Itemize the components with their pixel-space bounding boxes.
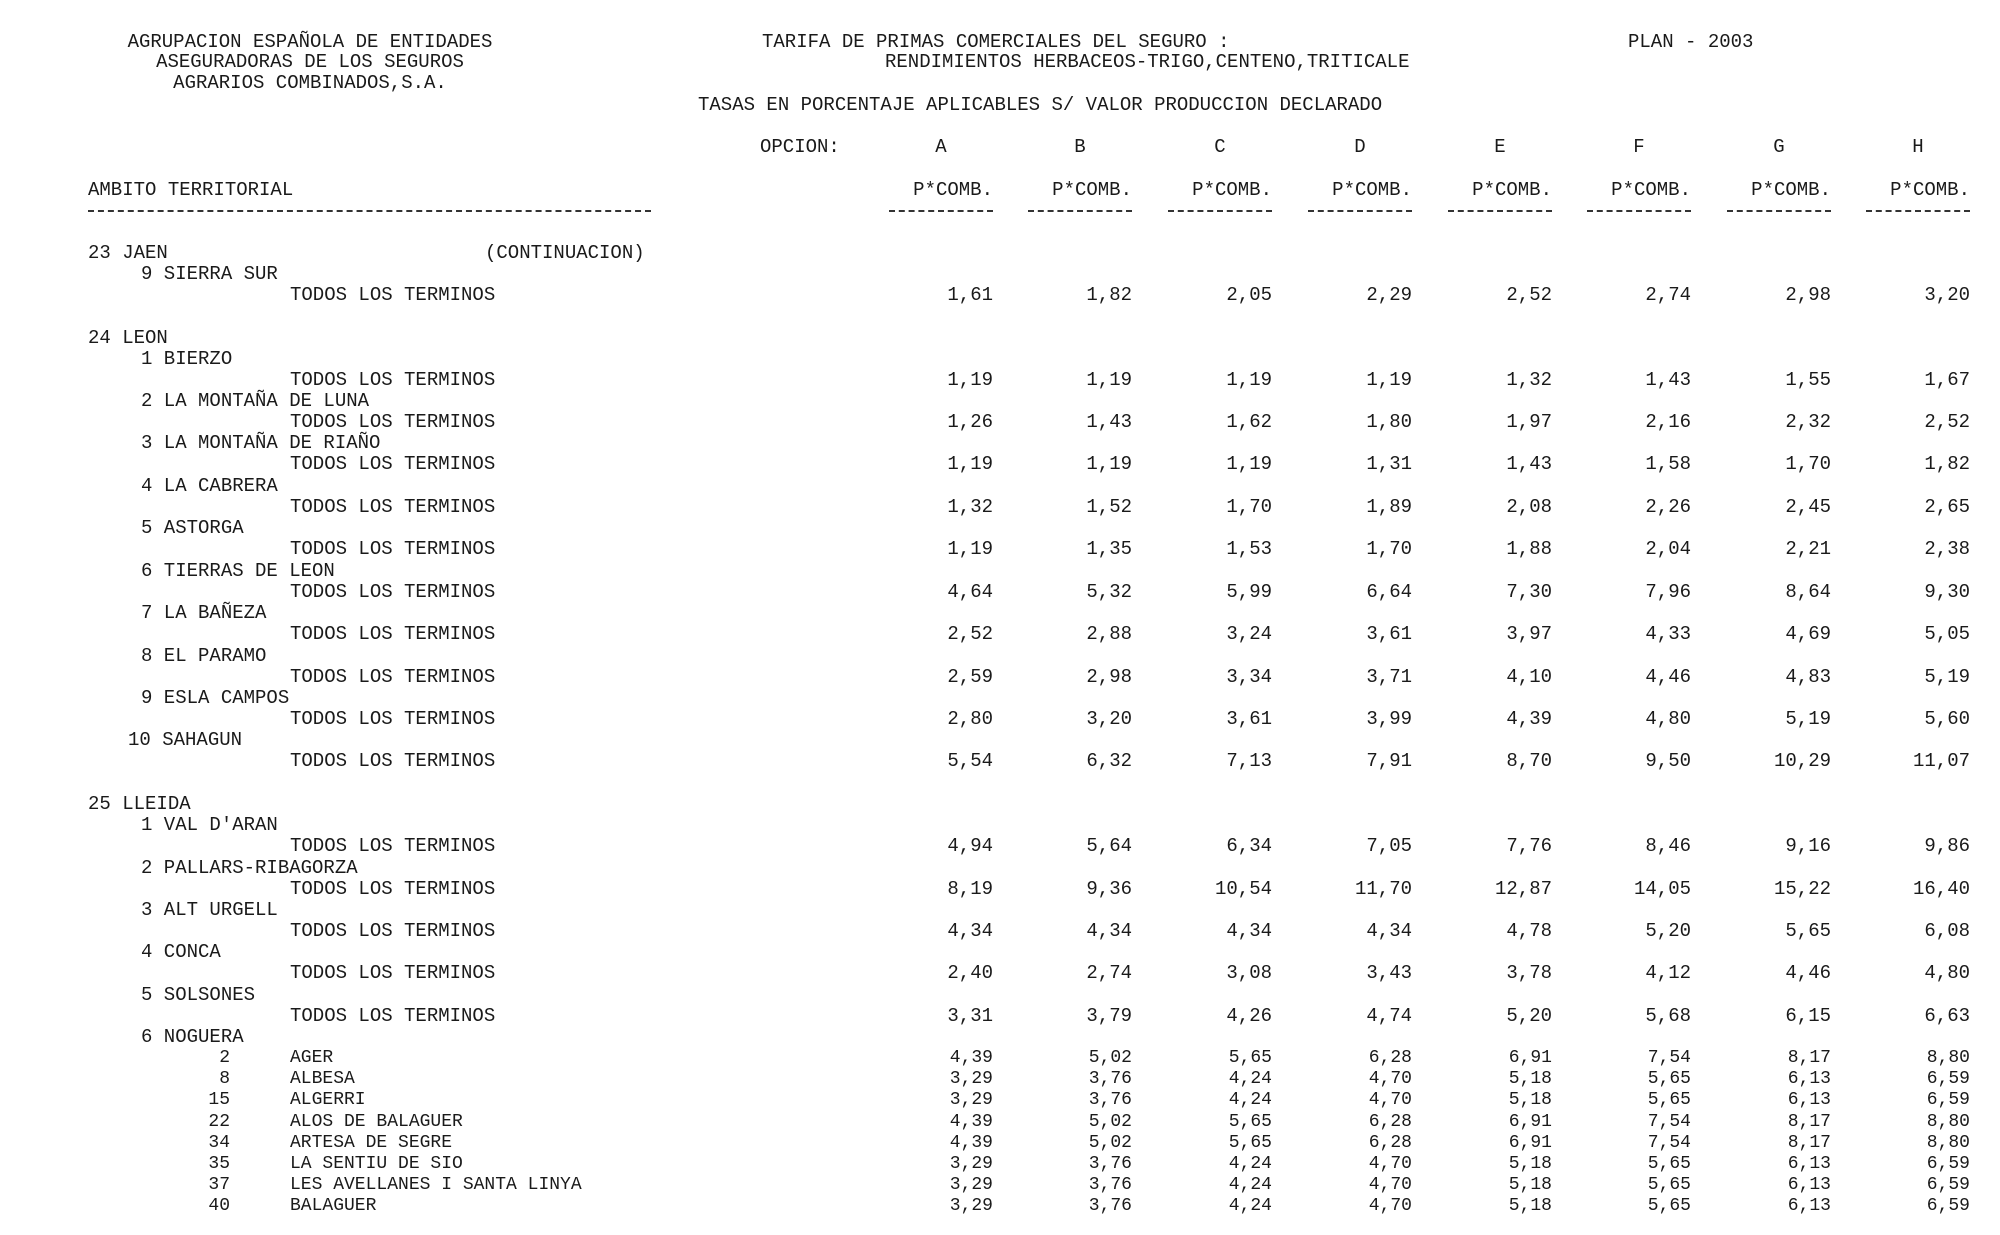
org-name-line2: ASEGURADORAS DE LOS SEGUROS: [156, 51, 464, 73]
rate-value: 4,70: [1368, 1090, 1412, 1111]
rate-value: 6,13: [1787, 1154, 1831, 1174]
comarca-heading: 9 SIERRA SUR: [141, 263, 278, 285]
rate-value: 5,65: [1228, 1048, 1272, 1068]
municipality-code: 15: [208, 1090, 230, 1111]
rate-value: 2,29: [1366, 284, 1412, 306]
opcion-label: OPCION:: [760, 136, 840, 158]
rate-value: 2,04: [1645, 538, 1691, 560]
rate-value: 4,80: [1924, 962, 1970, 984]
rate-value: 5,65: [1647, 1154, 1691, 1174]
rate-value: 5,32: [1086, 581, 1132, 603]
rate-value: 8,46: [1645, 835, 1691, 857]
rate-value: 5,65: [1647, 1196, 1691, 1217]
comarca-heading: 2 PALLARS-RIBAGORZA: [141, 857, 358, 879]
rate-value: 2,26: [1645, 496, 1691, 518]
rate-value: 4,24: [1228, 1069, 1272, 1090]
rate-value: 6,91: [1508, 1111, 1552, 1132]
pcomb-header: P*COMB.: [1472, 179, 1552, 201]
rate-value: 3,31: [947, 1005, 993, 1027]
rate-value: 5,02: [1088, 1048, 1132, 1068]
pcomb-header: P*COMB.: [1052, 179, 1132, 201]
rate-value: 1,82: [1086, 284, 1132, 306]
rate-value: 2,65: [1924, 496, 1970, 518]
comarca-heading: 1 BIERZO: [141, 348, 233, 370]
rate-value: 1,70: [1785, 453, 1831, 475]
rate-value: 4,70: [1368, 1069, 1412, 1090]
rate-value: 3,29: [949, 1196, 993, 1217]
rate-value: 4,80: [1645, 708, 1691, 730]
municipality-code: 35: [208, 1154, 230, 1174]
rate-value: 2,74: [1645, 284, 1691, 306]
column-underline: [1028, 210, 1132, 212]
rate-value: 9,86: [1924, 835, 1970, 857]
rate-value: 4,70: [1368, 1154, 1412, 1174]
rate-value: 6,34: [1226, 835, 1272, 857]
rate-value: 6,59: [1926, 1175, 1970, 1196]
rate-value: 6,13: [1787, 1090, 1831, 1111]
option-letter: A: [935, 136, 947, 158]
pcomb-header: P*COMB.: [1751, 179, 1831, 201]
comarca-heading: 7 LA BAÑEZA: [141, 602, 267, 624]
rate-value: 1,31: [1366, 453, 1412, 475]
rate-value: 4,24: [1228, 1175, 1272, 1196]
rate-value: 3,78: [1506, 962, 1552, 984]
rate-value: 1,19: [1366, 369, 1412, 391]
ambito-underline: [88, 210, 651, 212]
rate-value: 3,29: [949, 1154, 993, 1174]
rate-value: 6,13: [1787, 1196, 1831, 1217]
rate-value: 3,08: [1226, 962, 1272, 984]
rate-value: 1,53: [1226, 538, 1272, 560]
rate-value: 2,16: [1645, 411, 1691, 433]
rate-value: 10,54: [1214, 878, 1272, 900]
rate-value: 1,80: [1366, 411, 1412, 433]
rate-value: 1,35: [1086, 538, 1132, 560]
rate-value: 4,39: [949, 1111, 993, 1132]
rate-value: 4,39: [1506, 708, 1552, 730]
rate-value: 7,91: [1366, 750, 1412, 772]
rate-value: 1,32: [1506, 369, 1552, 391]
rate-value: 1,58: [1645, 453, 1691, 475]
rate-value: 4,39: [949, 1132, 993, 1153]
option-letter: C: [1214, 136, 1226, 158]
rate-value: 5,19: [1924, 666, 1970, 688]
rate-value: 4,34: [1086, 920, 1132, 942]
comarca-heading: 1 VAL D'ARAN: [141, 814, 278, 836]
rate-value: 3,76: [1088, 1154, 1132, 1174]
rate-value: 1,43: [1506, 453, 1552, 475]
rate-value: 8,70: [1506, 750, 1552, 772]
rate-value: 4,83: [1785, 666, 1831, 688]
rate-value: 5,18: [1508, 1069, 1552, 1090]
document-title: TARIFA DE PRIMAS COMERCIALES DEL SEGURO :: [762, 31, 1230, 53]
rate-value: 5,20: [1645, 920, 1691, 942]
rate-value: 4,24: [1228, 1196, 1272, 1217]
rate-value: 2,59: [947, 666, 993, 688]
page-subtitle: TASAS EN PORCENTAJE APLICABLES S/ VALOR PRODUCCION DECLARADO: [698, 94, 1383, 116]
comarca-heading: 5 ASTORGA: [141, 517, 244, 539]
rate-value: 4,94: [947, 835, 993, 857]
comarca-heading: 5 SOLSONES: [141, 984, 256, 1006]
rate-value: 5,18: [1508, 1090, 1552, 1111]
rate-value: 1,88: [1506, 538, 1552, 560]
all-terms-label: TODOS LOS TERMINOS: [290, 538, 496, 560]
rate-value: 1,89: [1366, 496, 1412, 518]
rate-value: 5,65: [1647, 1090, 1691, 1111]
rate-value: 3,76: [1088, 1090, 1132, 1111]
rate-value: 5,18: [1508, 1154, 1552, 1174]
rate-value: 9,30: [1924, 581, 1970, 603]
rate-value: 5,18: [1508, 1175, 1552, 1196]
rate-value: 1,55: [1785, 369, 1831, 391]
rate-value: 1,52: [1086, 496, 1132, 518]
rate-value: 4,69: [1785, 623, 1831, 645]
rate-value: 2,88: [1086, 623, 1132, 645]
all-terms-label: TODOS LOS TERMINOS: [290, 962, 496, 984]
column-underline: [1727, 210, 1831, 212]
comarca-heading: 6 TIERRAS DE LEON: [141, 560, 335, 582]
rate-value: 6,13: [1787, 1069, 1831, 1090]
rate-value: 3,71: [1366, 666, 1412, 688]
rate-value: 1,82: [1924, 453, 1970, 475]
rate-value: 3,99: [1366, 708, 1412, 730]
rate-value: 6,59: [1926, 1196, 1970, 1217]
rate-value: 6,91: [1508, 1132, 1552, 1153]
rate-value: 5,65: [1785, 920, 1831, 942]
rate-value: 6,59: [1926, 1090, 1970, 1111]
rate-value: 1,62: [1226, 411, 1272, 433]
comarca-heading: 4 LA CABRERA: [141, 475, 278, 497]
all-terms-label: TODOS LOS TERMINOS: [290, 496, 496, 518]
rate-value: 10,29: [1773, 750, 1831, 772]
municipality-name: ALBESA: [290, 1069, 355, 1090]
rate-value: 3,29: [949, 1175, 993, 1196]
rate-value: 6,28: [1368, 1048, 1412, 1068]
rate-value: 1,32: [947, 496, 993, 518]
pcomb-header: P*COMB.: [1192, 179, 1272, 201]
rate-value: 2,05: [1226, 284, 1272, 306]
municipality-name: BALAGUER: [290, 1196, 377, 1217]
rate-value: 1,97: [1506, 411, 1552, 433]
ambito-header: AMBITO TERRITORIAL: [88, 179, 294, 201]
rate-value: 4,24: [1228, 1154, 1272, 1174]
column-underline: [889, 210, 993, 212]
municipality-name: AGER: [290, 1048, 334, 1068]
rate-value: 3,20: [1086, 708, 1132, 730]
rate-value: 6,13: [1787, 1175, 1831, 1196]
rate-value: 9,50: [1645, 750, 1691, 772]
rate-value: 3,97: [1506, 623, 1552, 645]
rate-value: 1,43: [1086, 411, 1132, 433]
all-terms-label: TODOS LOS TERMINOS: [290, 666, 496, 688]
rate-value: 1,19: [947, 538, 993, 560]
document-title-product: RENDIMIENTOS HERBACEOS-TRIGO,CENTENO,TRITICALE: [885, 51, 1410, 73]
municipality-code: 34: [208, 1132, 230, 1153]
rate-value: 1,70: [1226, 496, 1272, 518]
rate-value: 1,19: [1086, 369, 1132, 391]
rate-value: 2,98: [1785, 284, 1831, 306]
rate-value: 3,29: [949, 1090, 993, 1111]
rate-value: 5,65: [1228, 1111, 1272, 1132]
rate-value: 4,46: [1785, 962, 1831, 984]
province-heading: 24 LEON: [88, 327, 168, 349]
rate-value: 6,63: [1924, 1005, 1970, 1027]
rate-value: 5,65: [1228, 1132, 1272, 1153]
rate-value: 6,91: [1508, 1048, 1552, 1068]
rate-value: 2,52: [1506, 284, 1552, 306]
rate-value: 1,19: [1086, 453, 1132, 475]
rate-value: 12,87: [1494, 878, 1552, 900]
municipality-name: LES AVELLANES I SANTA LINYA: [290, 1175, 582, 1196]
rate-value: 4,26: [1226, 1005, 1272, 1027]
rate-value: 8,17: [1787, 1132, 1831, 1153]
rate-value: 6,64: [1366, 581, 1412, 603]
rate-value: 7,96: [1645, 581, 1691, 603]
rate-value: 3,76: [1088, 1069, 1132, 1090]
rate-value: 8,80: [1926, 1132, 1970, 1153]
column-underline: [1587, 210, 1691, 212]
rate-value: 4,34: [1226, 920, 1272, 942]
comarca-heading: 4 CONCA: [141, 941, 221, 963]
municipality-code: 40: [208, 1196, 230, 1217]
rate-value: 3,29: [949, 1069, 993, 1090]
all-terms-label: TODOS LOS TERMINOS: [290, 750, 496, 772]
option-letter: D: [1354, 136, 1366, 158]
rate-value: 2,40: [947, 962, 993, 984]
rate-value: 4,34: [1366, 920, 1412, 942]
rate-value: 6,15: [1785, 1005, 1831, 1027]
municipality-code: 37: [208, 1175, 230, 1196]
comarca-heading: 8 EL PARAMO: [141, 645, 267, 667]
rate-value: 2,74: [1086, 962, 1132, 984]
rate-value: 5,54: [947, 750, 993, 772]
option-letter: G: [1773, 136, 1785, 158]
option-letter: H: [1912, 136, 1924, 158]
all-terms-label: TODOS LOS TERMINOS: [290, 1005, 496, 1027]
municipality-code: 2: [219, 1048, 230, 1068]
rate-value: 3,43: [1366, 962, 1412, 984]
rate-value: 8,80: [1926, 1048, 1970, 1068]
municipality-name: ARTESA DE SEGRE: [290, 1132, 453, 1153]
rate-value: 14,05: [1633, 878, 1691, 900]
rate-value: 9,16: [1785, 835, 1831, 857]
rate-value: 8,17: [1787, 1048, 1831, 1068]
rate-value: 2,98: [1086, 666, 1132, 688]
comarca-heading: 6 NOGUERA: [141, 1026, 244, 1048]
rate-value: 8,64: [1785, 581, 1831, 603]
rate-value: 2,38: [1924, 538, 1970, 560]
rate-value: 6,59: [1926, 1154, 1970, 1174]
pcomb-header: P*COMB.: [913, 179, 993, 201]
rate-value: 4,46: [1645, 666, 1691, 688]
rate-value: 7,76: [1506, 835, 1552, 857]
rate-value: 8,80: [1926, 1111, 1970, 1132]
rate-value: 3,79: [1086, 1005, 1132, 1027]
rate-value: 5,02: [1088, 1111, 1132, 1132]
all-terms-label: TODOS LOS TERMINOS: [290, 920, 496, 942]
all-terms-label: TODOS LOS TERMINOS: [290, 411, 496, 433]
rate-value: 4,33: [1645, 623, 1691, 645]
rate-value: 2,52: [947, 623, 993, 645]
rate-value: 7,54: [1647, 1132, 1691, 1153]
province-heading: 25 LLEIDA: [88, 793, 191, 815]
all-terms-label: TODOS LOS TERMINOS: [290, 369, 496, 391]
all-terms-label: TODOS LOS TERMINOS: [290, 623, 496, 645]
rate-value: 3,61: [1366, 623, 1412, 645]
rate-value: 4,12: [1645, 962, 1691, 984]
all-terms-label: TODOS LOS TERMINOS: [290, 453, 496, 475]
rate-value: 5,05: [1924, 623, 1970, 645]
comarca-heading: 3 LA MONTAÑA DE RIAÑO: [141, 432, 381, 454]
comarca-heading: 2 LA MONTAÑA DE LUNA: [141, 390, 370, 412]
pcomb-header: P*COMB.: [1332, 179, 1412, 201]
rate-value: 3,76: [1088, 1175, 1132, 1196]
rate-value: 1,70: [1366, 538, 1412, 560]
rate-value: 5,99: [1226, 581, 1272, 603]
rate-value: 5,20: [1506, 1005, 1552, 1027]
rate-value: 4,34: [947, 920, 993, 942]
rate-value: 15,22: [1773, 878, 1831, 900]
all-terms-label: TODOS LOS TERMINOS: [290, 284, 496, 306]
plan-year: PLAN - 2003: [1628, 31, 1754, 53]
rate-value: 6,08: [1924, 920, 1970, 942]
comarca-heading: 10 SAHAGUN: [128, 729, 243, 751]
rate-value: 8,19: [947, 878, 993, 900]
all-terms-label: TODOS LOS TERMINOS: [290, 878, 496, 900]
rate-value: 5,60: [1924, 708, 1970, 730]
option-letter: E: [1494, 136, 1506, 158]
rate-value: 7,30: [1506, 581, 1552, 603]
rate-value: 4,64: [947, 581, 993, 603]
rate-value: 1,26: [947, 411, 993, 433]
rate-value: 8,17: [1787, 1111, 1831, 1132]
municipality-name: ALGERRI: [290, 1090, 366, 1111]
rate-value: 1,43: [1645, 369, 1691, 391]
rate-value: 2,21: [1785, 538, 1831, 560]
rate-value: 4,10: [1506, 666, 1552, 688]
rate-value: 1,67: [1924, 369, 1970, 391]
rate-value: 2,08: [1506, 496, 1552, 518]
rate-value: 4,70: [1368, 1175, 1412, 1196]
rate-value: 4,70: [1368, 1196, 1412, 1217]
rate-value: 1,19: [947, 369, 993, 391]
rate-value: 5,18: [1508, 1196, 1552, 1217]
column-underline: [1448, 210, 1552, 212]
rate-value: 4,74: [1366, 1005, 1412, 1027]
rate-value: 6,59: [1926, 1069, 1970, 1090]
rate-value: 4,24: [1228, 1090, 1272, 1111]
column-underline: [1168, 210, 1272, 212]
rate-value: 1,19: [1226, 369, 1272, 391]
column-underline: [1308, 210, 1412, 212]
all-terms-label: TODOS LOS TERMINOS: [290, 835, 496, 857]
rate-value: 2,32: [1785, 411, 1831, 433]
all-terms-label: TODOS LOS TERMINOS: [290, 581, 496, 603]
municipality-code: 8: [219, 1069, 230, 1090]
rate-value: 2,52: [1924, 411, 1970, 433]
rate-value: 1,19: [947, 453, 993, 475]
comarca-heading: 9 ESLA CAMPOS: [141, 687, 290, 709]
option-letter: B: [1074, 136, 1086, 158]
municipality-name: LA SENTIU DE SIO: [290, 1154, 463, 1174]
rate-value: 7,05: [1366, 835, 1412, 857]
municipality-name: ALOS DE BALAGUER: [290, 1111, 463, 1132]
column-underline: [1866, 210, 1970, 212]
rate-value: 3,76: [1088, 1196, 1132, 1217]
rate-value: 5,64: [1086, 835, 1132, 857]
rate-value: 2,45: [1785, 496, 1831, 518]
rate-value: 3,61: [1226, 708, 1272, 730]
rate-value: 6,28: [1368, 1111, 1412, 1132]
rate-value: 6,32: [1086, 750, 1132, 772]
pcomb-header: P*COMB.: [1890, 179, 1970, 201]
rate-value: 7,54: [1647, 1111, 1691, 1132]
rate-value: 1,61: [947, 284, 993, 306]
rate-value: 5,65: [1647, 1175, 1691, 1196]
org-name-line3: AGRARIOS COMBINADOS,S.A.: [173, 72, 447, 94]
rate-value: 1,19: [1226, 453, 1272, 475]
rate-value: 3,24: [1226, 623, 1272, 645]
rate-value: 4,39: [949, 1048, 993, 1068]
rate-value: 5,02: [1088, 1132, 1132, 1153]
rate-value: 2,80: [947, 708, 993, 730]
rate-value: 7,54: [1647, 1048, 1691, 1068]
rate-value: 3,20: [1924, 284, 1970, 306]
option-letter: F: [1633, 136, 1645, 158]
org-name-line1: AGRUPACION ESPAÑOLA DE ENTIDADES: [127, 31, 493, 53]
rate-value: 4,78: [1506, 920, 1552, 942]
municipality-code: 22: [208, 1111, 230, 1132]
continuation-note: (CONTINUACION): [485, 242, 645, 264]
province-heading: 23 JAEN: [88, 242, 168, 264]
rate-value: 11,07: [1912, 750, 1970, 772]
rate-value: 7,13: [1226, 750, 1272, 772]
rate-value: 16,40: [1912, 878, 1970, 900]
rate-value: 5,19: [1785, 708, 1831, 730]
rate-value: 5,68: [1645, 1005, 1691, 1027]
rate-value: 6,28: [1368, 1132, 1412, 1153]
all-terms-label: TODOS LOS TERMINOS: [290, 708, 496, 730]
rate-value: 3,34: [1226, 666, 1272, 688]
rate-value: 11,70: [1354, 878, 1412, 900]
rate-value: 5,65: [1647, 1069, 1691, 1090]
rate-value: 9,36: [1086, 878, 1132, 900]
pcomb-header: P*COMB.: [1611, 179, 1691, 201]
comarca-heading: 3 ALT URGELL: [141, 899, 278, 921]
